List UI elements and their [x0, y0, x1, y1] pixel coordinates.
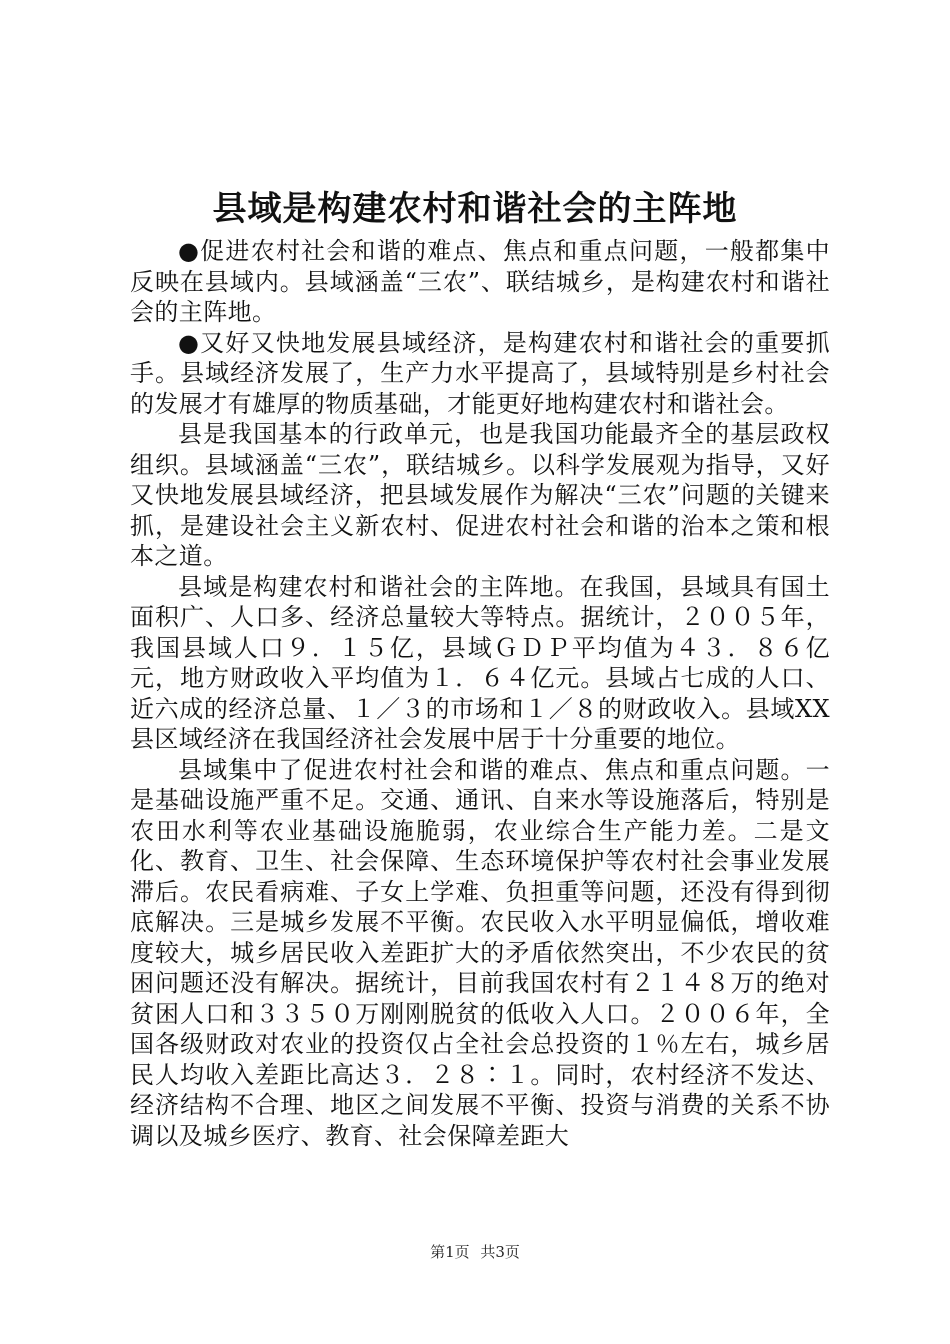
paragraph: 县域是构建农村和谐社会的主阵地。在我国，县域具有国土面积广、人口多、经济总量较大等特点。据统计，２００５年，我国县域人口９．１５亿，县域ＧＤＰ平均值为４３．８６亿元，地方财政收入平均值为１．６４亿元。县域占七成的人口、近六成的经济总量、１／３的市场和１／８的财政收入。县域XX县区域经济在我国经济社会发展中居于十分重要的地位。 — [130, 572, 830, 753]
document-title: 县域是构建农村和谐社会的主阵地 — [212, 189, 738, 229]
paragraph: 县域集中了促进农村社会和谐的难点、焦点和重点问题。一是基础设施严重不足。交通、通讯、自来水等设施落后，特别是农田水利等农业基础设施脆弱，农业综合生产能力差。二是文化、教育、卫生、社会保障、生态环境保护等农村社会事业发展滞后。农民看病难、子女上学难、负担重等问题，还没有得到彻底解决。三是城乡发展不平衡。农民收入水平明显偏低，增收难度较大，城乡居民收入差距扩大的矛盾依然突出，不少农民的贫困问题还没有解决。据统计，目前我国农村有２１４８万的绝对贫困人口和３３５０万刚刚脱贫的低收入人口。２００６年，全国各级财政对农业的投资仅占全社会总投资的１％左右，城乡居民人均收入差距比高达３．２８∶１。同时，农村经济不发达、经济结构不合理、地区之间发展不平衡、投资与消费的关系不协调以及城乡医疗、教育、社会保障差距大 — [130, 755, 830, 1150]
page-footer — [0, 1242, 950, 1262]
page-number: 第1页 — [430, 1243, 470, 1261]
page-total: 共3页 — [480, 1243, 520, 1261]
paragraph: ●又好又快地发展县域经济，是构建农村和谐社会的重要抓手。县域经济发展了，生产力水平提高了，县域特别是乡村社会的发展才有雄厚的物质基础，才能更好地构建农村和谐社会。 — [130, 328, 830, 418]
paragraph: 县是我国基本的行政单元，也是我国功能最齐全的基层政权组织。县域涵盖“三农”，联结城乡。以科学发展观为指导，又好又快地发展县域经济，把县域发展作为解决“三农”问题的关键来抓，是建设社会主义新农村、促进农村社会和谐的治本之策和根本之道。 — [130, 420, 830, 570]
paragraph: ●促进农村社会和谐的难点、焦点和重点问题，一般都集中反映在县域内。县域涵盖“三农”、联结城乡，是构建农村和谐社会的主阵地。 — [130, 237, 830, 326]
document-body — [130, 236, 830, 1151]
